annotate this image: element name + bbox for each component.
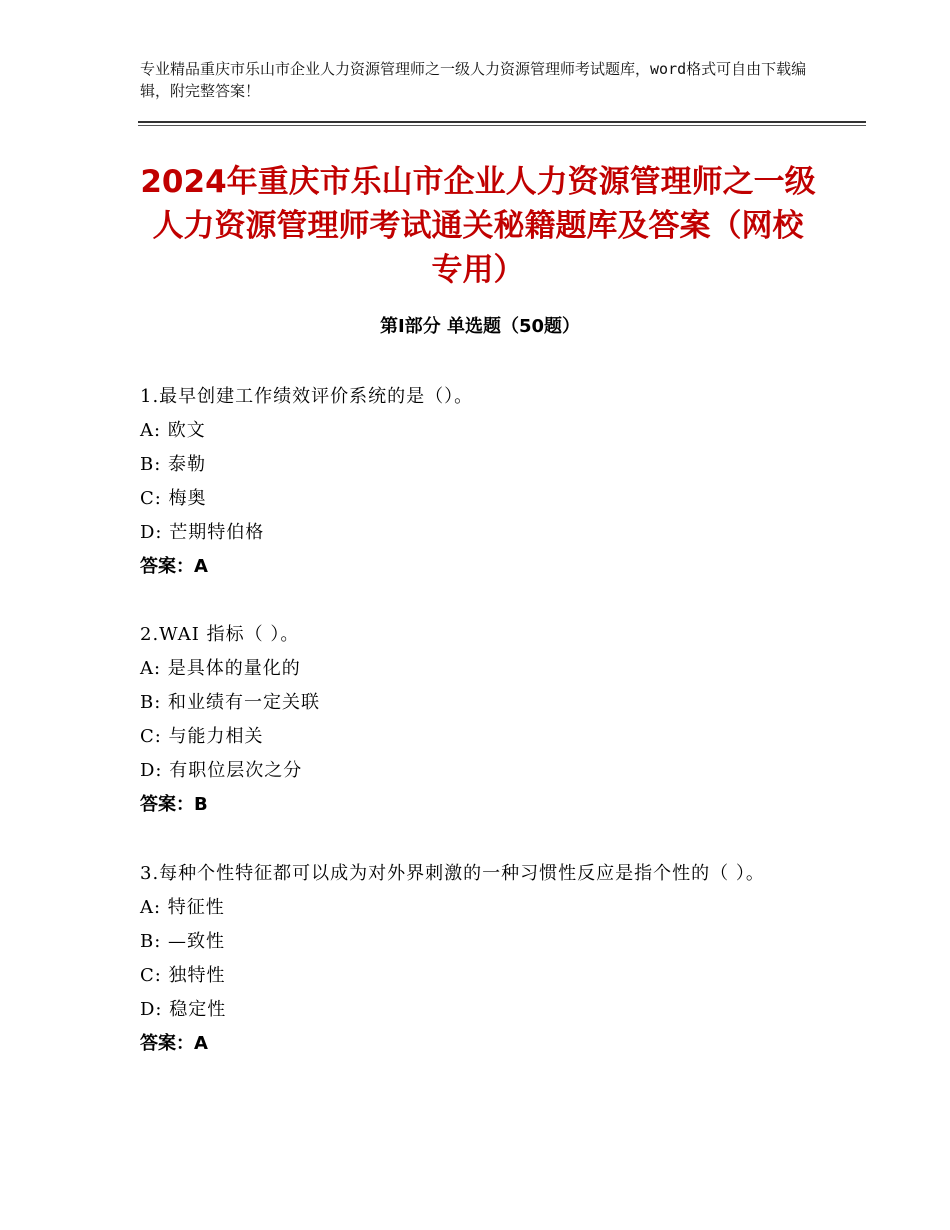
- option-b: B: 泰勒: [140, 454, 207, 475]
- option-d: D: 有职位层次之分: [140, 760, 303, 781]
- option-b: B: —致性: [140, 931, 226, 952]
- question-2: [140, 618, 830, 822]
- option-c: C: 独特性: [140, 965, 226, 986]
- question-text: 3.每种个性特征都可以成为对外界刺激的一种习惯性反应是指个性的（ ）。: [140, 863, 765, 884]
- option-a: A: 是具体的量化的: [140, 658, 301, 679]
- question-3: [140, 857, 830, 1061]
- header-rule-thin: [138, 125, 866, 126]
- question-1: [140, 380, 830, 584]
- section-title: 第Ⅰ部分 单选题（50题）: [379, 316, 580, 337]
- question-text: 2.WAI 指标（ ）。: [140, 624, 300, 645]
- option-a: A: 欧文: [140, 420, 206, 441]
- header-note: 专业精品重庆市乐山市企业人力资源管理师之一级人力资源管理师考试题库，word格式可自由下载编辑，附完整答案！: [140, 60, 807, 100]
- option-a: A: 特征性: [140, 897, 225, 918]
- header-rule-thick: [138, 121, 866, 123]
- answer: 答案：A: [140, 1033, 208, 1054]
- option-c: C: 与能力相关: [140, 726, 264, 747]
- document-title: 2024年重庆市乐山市企业人力资源管理师之一级人力资源管理师考试通关秘籍题库及答案（网校专用）: [140, 164, 816, 288]
- option-c: C: 梅奥: [140, 488, 207, 509]
- answer: 答案：B: [140, 794, 208, 815]
- option-b: B: 和业绩有一定关联: [140, 692, 321, 713]
- answer: 答案：A: [140, 556, 208, 577]
- question-text: 1.最早创建工作绩效评价系统的是（）。: [140, 386, 474, 407]
- option-d: D: 稳定性: [140, 999, 227, 1020]
- option-d: D: 芒期特伯格: [140, 522, 265, 543]
